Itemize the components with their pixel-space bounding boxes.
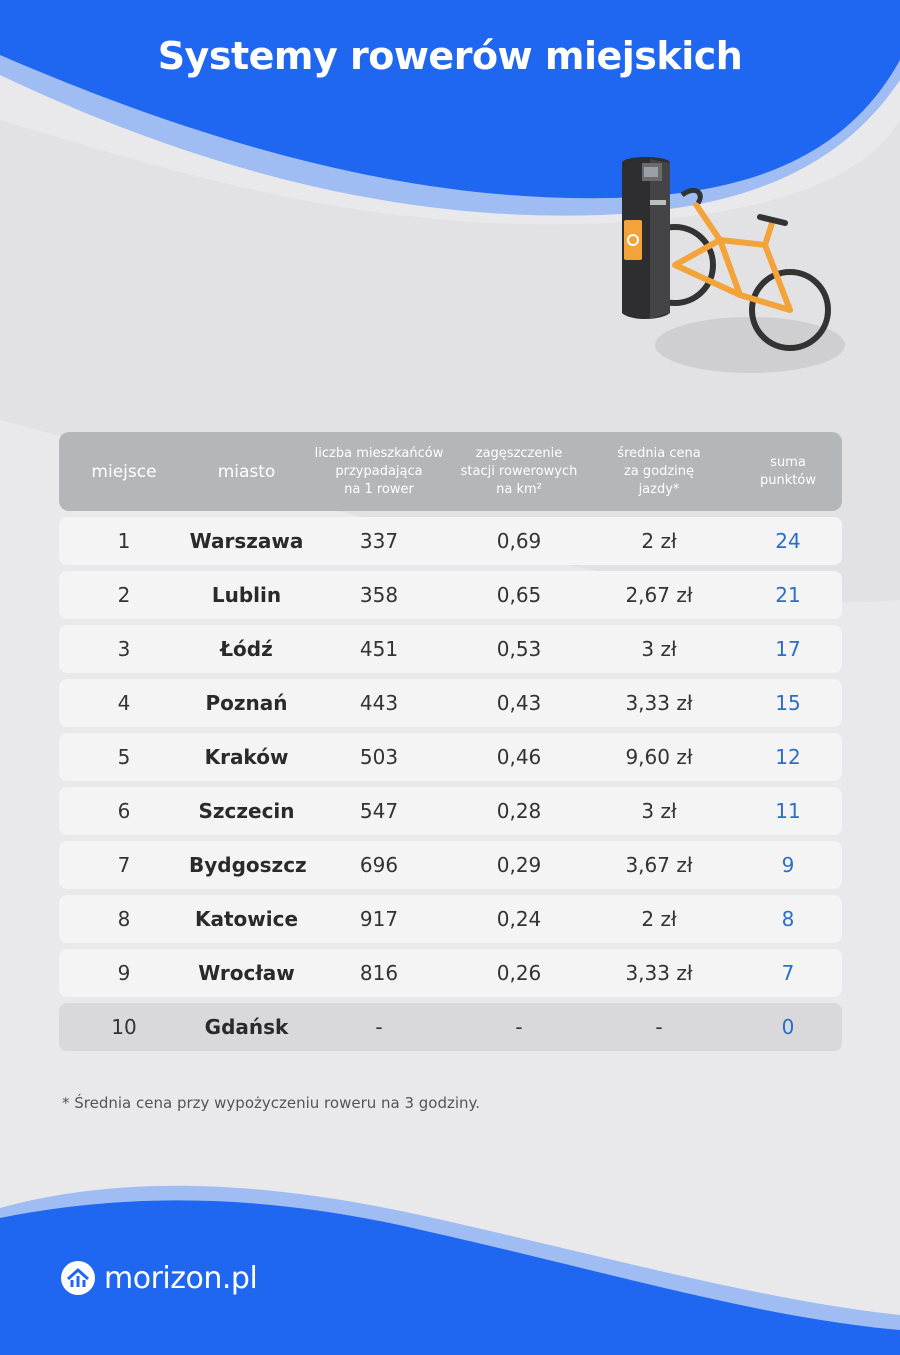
table-row: [59, 733, 842, 781]
cell-residents: 337: [359, 529, 399, 553]
cell-points: 8: [781, 907, 795, 931]
cell-points: 11: [775, 799, 801, 823]
cell-city: Szczecin: [198, 799, 295, 823]
brand-logo[interactable]: [60, 1258, 257, 1298]
cell-residents: -: [375, 1015, 383, 1039]
footnote: * Średnia cena przy wypożyczeniu roweru na 3 godziny.: [62, 1094, 481, 1112]
header-residents: liczba mieszkańców przypadająca na 1 rower: [314, 445, 444, 497]
cell-density: 0,26: [496, 961, 542, 985]
cell-city: Bydgoszcz: [189, 853, 307, 877]
cell-points: 12: [775, 745, 801, 769]
table-header: [59, 432, 842, 511]
cell-place: 10: [111, 1015, 137, 1039]
cell-city: Katowice: [194, 907, 299, 931]
cell-place: 4: [117, 691, 131, 715]
cell-place: 7: [117, 853, 131, 877]
cell-place: 6: [117, 799, 131, 823]
cell-price: -: [655, 1015, 663, 1039]
cell-place: 3: [117, 637, 131, 661]
cell-city: Łódź: [220, 637, 273, 661]
header-density: zagęszczenie stacji rowerowych na km²: [460, 445, 578, 497]
cell-place: 5: [117, 745, 131, 769]
cell-points: 9: [781, 853, 795, 877]
table-row: [59, 625, 842, 673]
table-row: [59, 841, 842, 889]
cell-price: 3,67 zł: [625, 853, 693, 877]
cell-price: 9,60 zł: [625, 745, 693, 769]
cell-residents: 451: [359, 637, 399, 661]
table-row: [59, 517, 842, 565]
cell-points: 24: [775, 529, 801, 553]
table-row: [59, 787, 842, 835]
cell-place: 1: [117, 529, 131, 553]
cell-residents: 917: [359, 907, 399, 931]
cell-points: 7: [781, 961, 795, 985]
header-price: średnia cena za godzinę jazdy*: [617, 445, 701, 497]
cell-price: 2 zł: [641, 529, 677, 553]
brand-name: morizon.pl: [104, 1260, 258, 1296]
cell-place: 8: [117, 907, 131, 931]
table-row: [59, 895, 842, 943]
cell-price: 2 zł: [641, 907, 677, 931]
cell-price: 3,33 zł: [625, 961, 693, 985]
cell-place: 2: [117, 583, 131, 607]
cell-residents: 503: [359, 745, 399, 769]
cell-price: 2,67 zł: [625, 583, 693, 607]
cell-density: 0,46: [496, 745, 542, 769]
cell-points: 15: [775, 691, 801, 715]
table-row: [59, 1003, 842, 1051]
cell-density: 0,29: [496, 853, 542, 877]
cell-price: 3 zł: [641, 799, 677, 823]
header-place: miejsce: [91, 461, 157, 482]
house-logo-icon: [60, 1260, 96, 1296]
cell-city: Kraków: [204, 745, 289, 769]
header-points: suma punktów: [760, 454, 816, 488]
cell-residents: 547: [359, 799, 399, 823]
cell-density: 0,65: [496, 583, 542, 607]
header-city: miasto: [217, 461, 276, 482]
cell-residents: 816: [359, 961, 399, 985]
bike-station-illustration: [600, 145, 850, 395]
cell-density: 0,53: [496, 637, 542, 661]
cell-city: Warszawa: [189, 529, 304, 553]
cell-city: Gdańsk: [204, 1015, 289, 1039]
table-row: [59, 679, 842, 727]
cell-points: 0: [781, 1015, 795, 1039]
cell-city: Lublin: [211, 583, 282, 607]
cell-density: 0,24: [496, 907, 542, 931]
cell-price: 3 zł: [641, 637, 677, 661]
table-row: [59, 949, 842, 997]
cell-density: 0,43: [496, 691, 542, 715]
ranking-table: [59, 432, 842, 1057]
cell-residents: 443: [359, 691, 399, 715]
cell-city: Wrocław: [198, 961, 295, 985]
table-row: [59, 571, 842, 619]
cell-points: 21: [775, 583, 801, 607]
cell-points: 17: [775, 637, 801, 661]
cell-density: -: [515, 1015, 523, 1039]
page-title: Systemy rowerów miejskich: [157, 34, 743, 78]
cell-density: 0,28: [496, 799, 542, 823]
cell-residents: 358: [359, 583, 399, 607]
cell-city: Poznań: [205, 691, 288, 715]
cell-density: 0,69: [496, 529, 542, 553]
cell-price: 3,33 zł: [625, 691, 693, 715]
cell-residents: 696: [359, 853, 399, 877]
table-body: [59, 517, 842, 1051]
cell-place: 9: [117, 961, 131, 985]
